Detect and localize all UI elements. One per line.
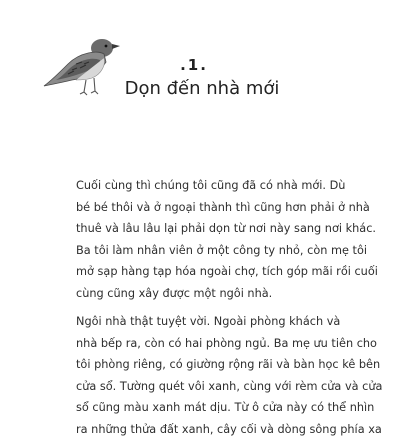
- text-line: Ba tôi làm nhân viên ở một công ty nhỏ, còn mẹ tôi: [76, 243, 368, 257]
- sparrow-illustration: [40, 34, 130, 100]
- chapter-body: [58, 175, 383, 447]
- chapter-title: Dọn đến nhà mới: [124, 78, 280, 99]
- text-line: ra những thửa đất xanh, cây cối và dòng sông phía xa: [76, 422, 382, 436]
- text-line: tôi phòng riêng, có giường rộng rãi và bàn học kê bên: [76, 358, 381, 371]
- text-line: thuê và lâu lâu lại phải dọn từ nơi này sang nơi khác.: [76, 222, 377, 235]
- text-line: mở sạp hàng tạp hóa ngoài chợ, tích góp mãi rồi cuối: [76, 265, 378, 278]
- text-line: Ngôi nhà thật tuyệt vời. Ngoài phòng khách và: [76, 315, 341, 328]
- text-line: Cuối cùng thì chúng tôi cũng đã có nhà mới. Dù: [76, 179, 346, 192]
- text-line: nhà bếp ra, còn có hai phòng ngủ. Ba mẹ ưu tiên cho: [76, 336, 377, 350]
- text-line: bé bé thôi và ở ngoại thành thì cũng hơn phải ở nhà: [76, 200, 370, 214]
- text-line: sổ cũng màu xanh mát dịu. Từ ô cửa này có thể nhìn: [76, 401, 375, 414]
- paragraph: [58, 311, 383, 440]
- text-line: cùng cũng xây được một ngôi nhà.: [76, 286, 273, 300]
- chapter-number: .1.: [180, 56, 208, 74]
- text-line: cửa sổ. Tường quét vôi xanh, cùng với rèm cửa và cửa: [76, 379, 383, 393]
- paragraph: [58, 175, 378, 304]
